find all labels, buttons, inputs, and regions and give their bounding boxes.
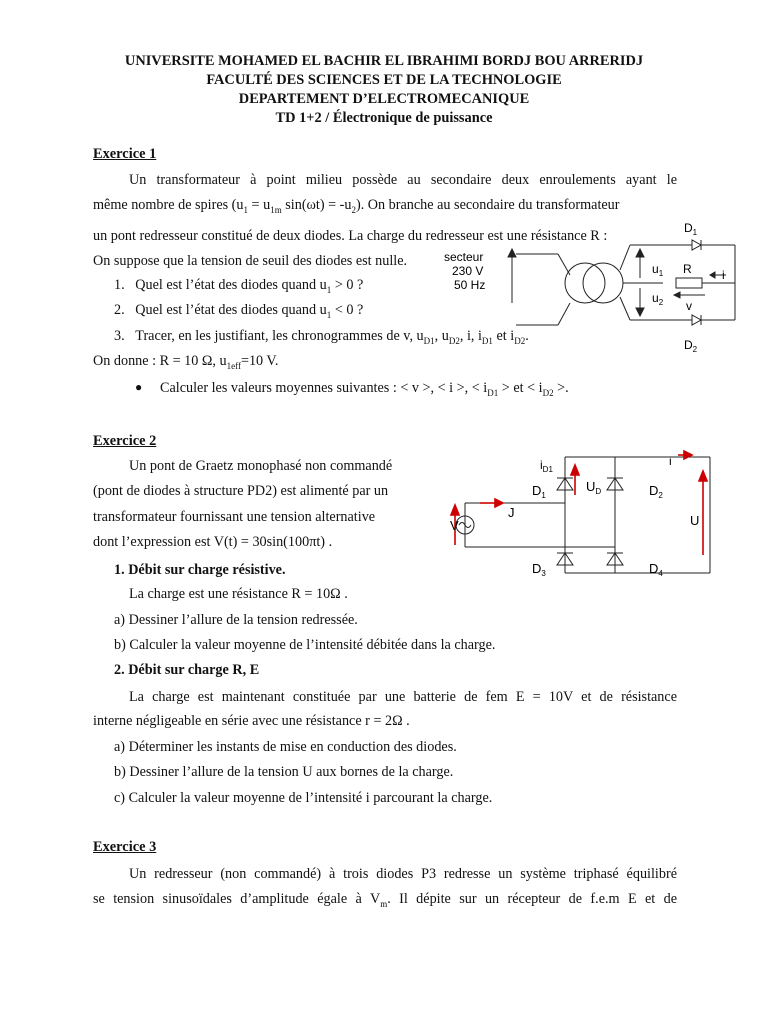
ex2-item-1b: b) Calculer la valeur moyenne de l’intensité débitée dans la charge.: [114, 637, 496, 653]
ex2-load-resistance: La charge est une résistance R = 10Ω .: [129, 586, 348, 602]
ex2-fig-d1-label: $D_1$: [532, 483, 546, 500]
ex1-question-3: 3. Tracer, en les justifiant, les chronogrammes de v, $u_{D1}$, $u_{D2}$, i, $i_{D1}$ et $i_{D2}$.: [114, 328, 529, 346]
ex1-circuit-diagram: [430, 215, 740, 355]
ex2-fig-d3-label: $D_3$: [532, 561, 546, 578]
ex3-title: Exercice 3: [93, 839, 157, 855]
ex1-fig-secteur-label: secteur: [444, 250, 484, 264]
ex1-title: Exercice 1: [93, 146, 157, 162]
ex2-item-2b: b) Dessiner l’allure de la tension U aux bornes de la charge.: [114, 764, 454, 780]
ex2-fig-v-label: V: [450, 518, 459, 533]
ex2-item-2c: c) Calculer la valeur moyenne de l’intensité i parcourant la charge.: [114, 790, 493, 806]
ex2-title: Exercice 2: [93, 433, 157, 449]
ex2-fig-j-label: J: [508, 505, 515, 520]
ex2-para-line3: transformateur fournissant une tension alternative: [93, 509, 376, 525]
ex1-fig-v-label: v: [686, 299, 692, 313]
ex2-fig-ud-label: $U_D$: [586, 479, 602, 496]
ex3-para-line2: se tension sinusoïdales d’amplitude égale à $V_m$. Il dépite sur un récepteur de f.e.m E et de: [93, 891, 677, 909]
ex1-fig-d1-label: $D_1$: [684, 221, 698, 237]
ex1-fig-frequency-label: 50 Hz: [454, 278, 486, 292]
ex2-para2-line2: interne négligeable en série avec une résistance r = 2Ω .: [93, 713, 410, 729]
ex1-para-line1: Un transformateur à point milieu possède au secondaire deux enroulements ayant le: [129, 172, 677, 188]
ex2-para-line1: Un pont de Graetz monophasé non commandé: [129, 458, 393, 474]
header-university: UNIVERSITE MOHAMED EL BACHIR EL IBRAHIMI BORDJ BOU ARRERIDJ: [124, 53, 644, 69]
ex2-fig-id1-label: $i_{D1}$: [540, 458, 553, 474]
ex1-para-line2: même nombre de spires ($u_1 = u_{1m}$ $\sin(\omega t) = -u_2$). On branche au secondaire du transformateur: [93, 197, 620, 215]
ex1-given-values: On donne : R = 10 Ω, $u_{1eff}=10$ V.: [93, 353, 279, 371]
ex1-fig-voltage-label: 230 V: [452, 264, 484, 278]
ex1-para-line3: un pont redresseur constitué de deux diodes. La charge du redresseur est une résistance R :: [93, 228, 608, 244]
ex1-bullet-average: ● Calculer les valeurs moyennes suivantes : < v >, < i >, < $i_{D1}$ > et < $i_{D2}$ >.: [135, 380, 569, 398]
ex1-para-line4: On suppose que la tension de seuil des diodes est nulle.: [93, 253, 408, 269]
ex2-fig-i-label: i: [669, 454, 672, 468]
ex1-question-1: 1. Quel est l’état des diodes quand $u_1 > 0$ ?: [114, 277, 364, 295]
ex2-heading-1: 1. Débit sur charge résistive.: [114, 562, 286, 578]
ex2-para-line2: (pont de diodes à structure PD2) est alimenté par un: [93, 483, 389, 499]
ex1-fig-u2-label: $u_2$: [652, 291, 664, 307]
ex1-fig-u1-label: $u_1$: [652, 262, 664, 278]
ex2-para2-line1: La charge est maintenant constituée par une batterie de fem E = 10V et de résistance: [129, 689, 677, 705]
ex1-question-2: 2. Quel est l’état des diodes quand $u_1 < 0$ ?: [114, 302, 364, 320]
ex2-fig-d4-label: $D_4$: [649, 561, 663, 578]
ex2-fig-d2-label: $D_2$: [649, 483, 663, 500]
ex2-heading-2: 2. Débit sur charge R, E: [114, 662, 260, 678]
ex1-fig-i-label: i: [722, 268, 725, 282]
ex2-graetz-bridge-diagram: [440, 445, 730, 590]
header-td-title: TD 1+2 / Électronique de puissance: [275, 110, 493, 126]
header-department: DEPARTEMENT D’ELECTROMECANIQUE: [238, 91, 530, 107]
ex2-item-1a: a) Dessiner l’allure de la tension redressée.: [114, 612, 358, 628]
ex2-para-line4: dont l’expression est V(t) = 30sin(100πt) .: [93, 534, 333, 550]
ex1-fig-d2-label: $D_2$: [684, 338, 698, 354]
header-faculty: FACULTÉ DES SCIENCES ET DE LA TECHNOLOGIE: [206, 72, 562, 88]
ex2-item-2a: a) Déterminer les instants de mise en conduction des diodes.: [114, 739, 457, 755]
ex3-para-line1: Un redresseur (non commandé) à trois diodes P3 redresse un système triphasé équilibré: [129, 866, 677, 882]
ex2-fig-u-label: U: [690, 513, 700, 528]
ex1-fig-r-label: R: [683, 262, 692, 276]
